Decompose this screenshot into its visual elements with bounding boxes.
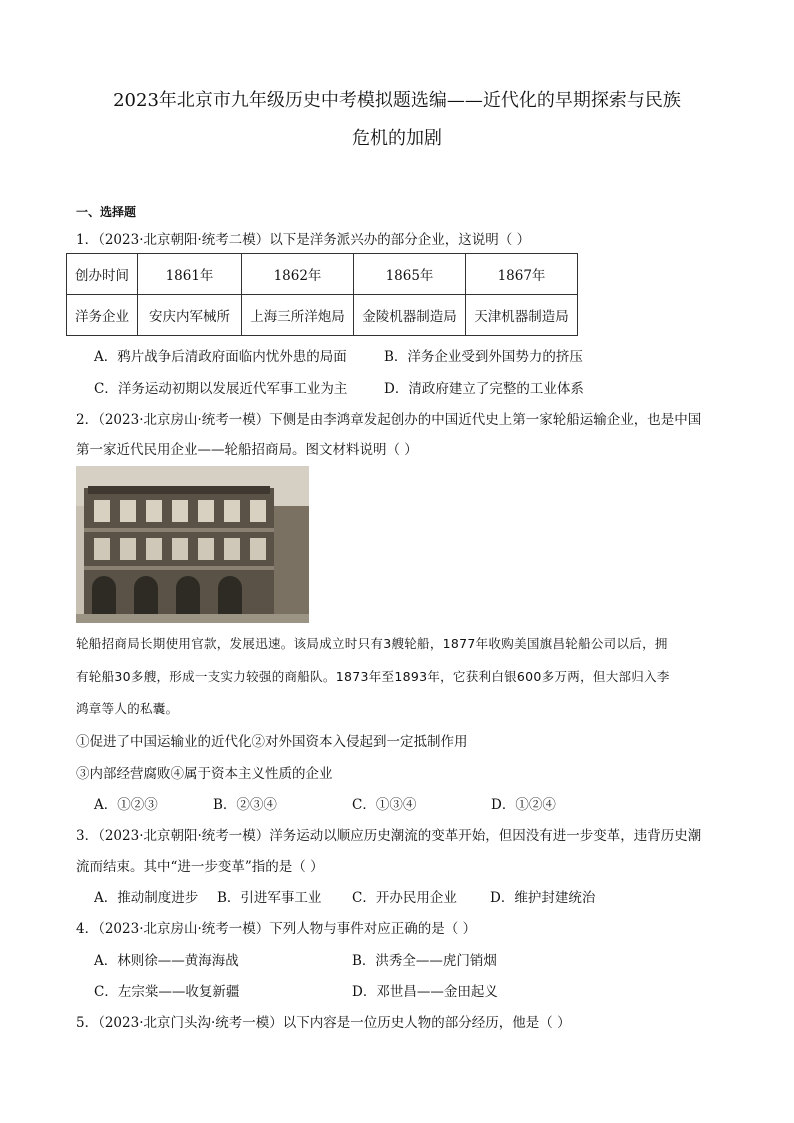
q2-option-b: B．②③④: [213, 797, 277, 813]
q2-passage-line-1: 轮船招商局长期使用官款，发展迅速。该局成立时只有3艘轮船，1877年收购美国旗昌轮船公司以后，拥: [76, 636, 668, 651]
table-cell: 1867年: [466, 254, 578, 295]
section-heading: 一、选择题: [76, 205, 137, 219]
q1-option-d: D．清政府建立了完整的工业体系: [384, 381, 584, 397]
table-row: [67, 254, 578, 295]
row-header-time: 创办时间: [67, 254, 138, 295]
q3-stem-line-2: 流而结束。其中“进一步变革”指的是（ ）: [76, 859, 324, 875]
q3-option-b: B．引进军事工业: [217, 890, 322, 906]
merchant-bureau-building-photo: [76, 466, 309, 623]
q1-table: [66, 253, 578, 336]
q1-option-a: A．鸦片战争后清政府面临内忧外患的局面: [94, 349, 347, 365]
table-row: [67, 295, 578, 336]
q4-option-b: B．洪秀全——虎门销烟: [352, 953, 497, 969]
q3-stem-line-1: 3．（2023·北京朝阳·统考一模）洋务运动以顺应历史潮流的变革开始，但因没有进一步变革，违背历史潮: [76, 828, 702, 844]
q3-option-a: A．推动制度进步: [94, 890, 199, 906]
q4-option-a: A．林则徐——黄海海战: [94, 953, 239, 969]
document-title: [70, 82, 724, 158]
table-cell: 天津机器制造局: [466, 295, 578, 336]
q2-passage-line-3: 鸿章等人的私囊。: [76, 701, 179, 716]
table-cell: 1862年: [242, 254, 354, 295]
title-line-1: 2023年北京市九年级历史中考模拟题选编——近代化的早期探索与民族: [113, 90, 681, 111]
q2-option-c: C．①③④: [352, 797, 417, 813]
table-cell: 1861年: [138, 254, 242, 295]
table-cell: 1865年: [354, 254, 466, 295]
q3-option-c: C．开办民用企业: [352, 890, 457, 906]
q2-option-a: A．①②③: [94, 797, 158, 813]
title-line-2: 危机的加剧: [352, 128, 442, 149]
q4-stem: 4．（2023·北京房山·统考一模）下列人物与事件对应正确的是（ ）: [76, 921, 477, 937]
table-cell: 金陵机器制造局: [354, 295, 466, 336]
q2-statements-line-1: ①促进了中国运输业的近代化②对外国资本入侵起到一定抵制作用: [76, 734, 468, 750]
q2-passage-line-2: 有轮船30多艘，形成一支实力较强的商船队。1873年至1893年，它获利白银600多万两，但大部归入李: [76, 669, 670, 684]
q2-option-d: D．①②④: [491, 797, 556, 813]
q4-option-d: D．邓世昌——金田起义: [352, 984, 498, 1000]
q2-stem-line-1: 2．（2023·北京房山·统考一模）下侧是由李鸿章发起创办的中国近代史上第一家轮船运输企业，也是中国: [76, 412, 702, 428]
q1-option-b: B．洋务企业受到外国势力的挤压: [384, 349, 583, 365]
q2-stem-line-2: 第一家近代民用企业——轮船招商局。图文材料说明（ ）: [76, 442, 418, 458]
q5-stem: 5．（2023·北京门头沟·统考一模）以下内容是一位历史人物的部分经历，他是（ ）: [76, 1015, 571, 1031]
q1-option-c: C．洋务运动初期以发展近代军事工业为主: [94, 381, 348, 397]
table-cell: 安庆内军械所: [138, 295, 242, 336]
row-header-firm: 洋务企业: [67, 295, 138, 336]
q3-option-d: D．维护封建统治: [490, 890, 596, 906]
q1-stem: 1．（2023·北京朝阳·统考二模）以下是洋务派兴办的部分企业，这说明（ ）: [76, 232, 531, 248]
table-cell: 上海三所洋炮局: [242, 295, 354, 336]
q2-statements-line-2: ③内部经营腐败④属于资本主义性质的企业: [76, 766, 333, 782]
q4-option-c: C．左宗棠——收复新疆: [94, 984, 240, 1000]
